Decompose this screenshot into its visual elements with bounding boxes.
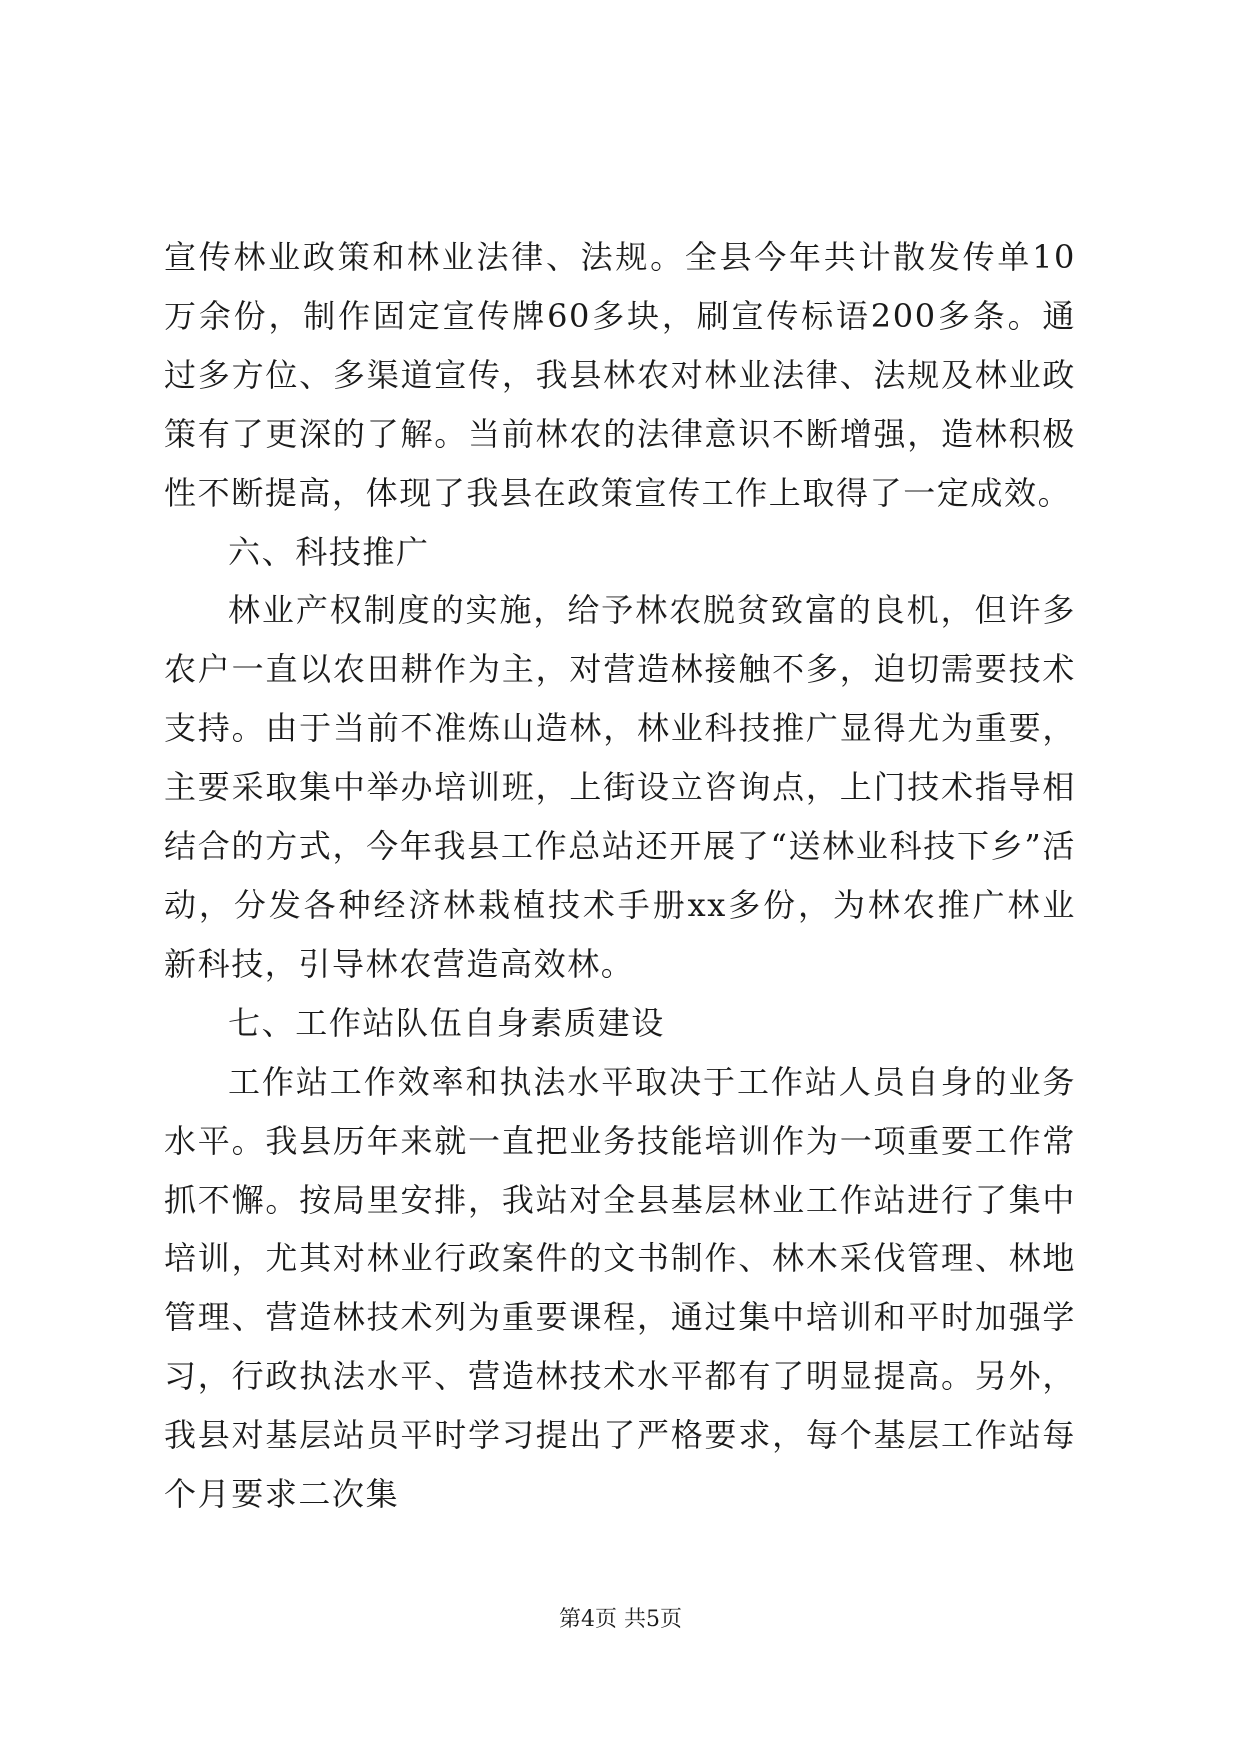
page-number-footer: 第4页 共5页	[559, 1607, 682, 1632]
paragraph-team-building: 工作站工作效率和执法水平取决于工作站人员自身的业务水平。我县历年来就一直把业务技能培训作为一项重要工作常抓不懈。按局里安排，我站对全县基层林业工作站进行了集中培训，尤其对林业行政案件的文书制作、林木采伐管理、林地管理、营造林技术列为重要课程，通过集中培训和平时加强学习，行政执法水平、营造林技术水平都有了明显提高。另外，我县对基层站员平时学习提出了严格要求，每个基层工作站每个月要求二次集	[164, 1062, 1076, 1514]
document-body	[164, 228, 1076, 1524]
paragraph-tech-promotion: 林业产权制度的实施，给予林农脱贫致富的良机，但许多农户一直以农田耕作为主，对营造林接触不多，迫切需要技术支持。由于当前不准炼山造林，林业科技推广显得尤为重要，主要采取集中举办培训班，上街设立咨询点，上门技术指导相结合的方式，今年我县工作总站还开展了“送林业科技下乡”活动，分发各种经济林栽植技术手册xx多份，为林农推广林业新科技，引导林农营造高效林。	[164, 591, 1076, 983]
paragraph-policy-publicity: 宣传林业政策和林业法律、法规。全县今年共计散发传单10万余份，制作固定宣传牌60多块，刷宣传标语200多条。通过多方位、多渠道宣传，我县林农对林业法律、法规及林业政策有了更深的了解。当前林农的法律意识不断增强，造林积极性不断提高，体现了我县在政策宣传工作上取得了一定成效。	[164, 238, 1076, 512]
section-heading-tech-promotion: 六、科技推广	[228, 532, 430, 571]
section-heading-team-building: 七、工作站队伍自身素质建设	[228, 1003, 665, 1042]
